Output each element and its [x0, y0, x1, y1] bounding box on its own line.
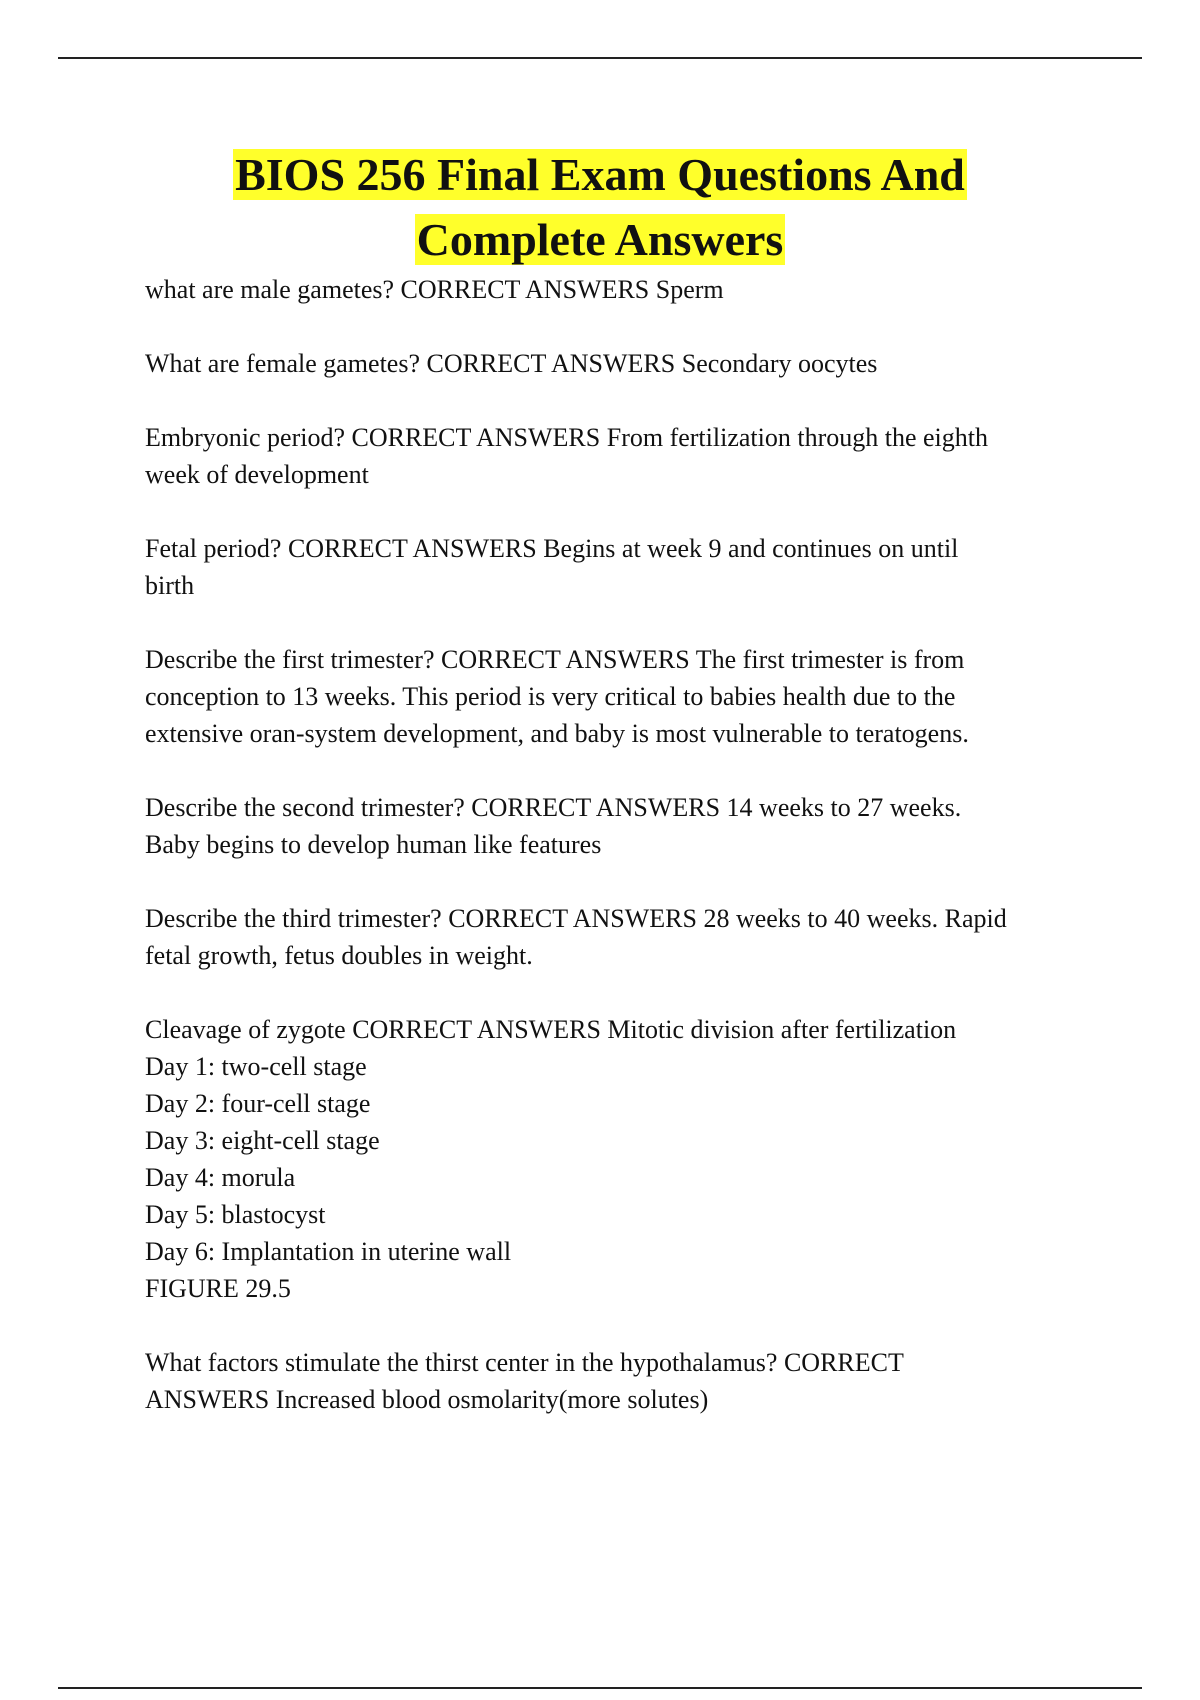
- qa-line: Day 5: blastocyst: [145, 1200, 326, 1229]
- qa-line: week of development: [145, 460, 369, 489]
- qa-line: Embryonic period? CORRECT ANSWERS From fertilization through the eighth: [145, 423, 988, 452]
- qa-item-cleavage-of-zygote: [145, 1011, 1145, 1307]
- qa-item-female-gametes: [145, 345, 1145, 382]
- qa-item-fetal-period: [145, 530, 1145, 604]
- qa-item-thirst-center: [145, 1344, 1145, 1418]
- qa-line: What factors stimulate the thirst center in the hypothalamus? CORRECT: [145, 1348, 904, 1377]
- qa-line: What are female gametes? CORRECT ANSWERS Secondary oocytes: [145, 349, 878, 378]
- qa-line: Day 6: Implantation in uterine wall: [145, 1237, 512, 1266]
- qa-line: ANSWERS Increased blood osmolarity(more solutes): [145, 1385, 709, 1414]
- qa-line: birth: [145, 571, 195, 600]
- qa-line: Baby begins to develop human like features: [145, 830, 602, 859]
- qa-line: fetal growth, fetus doubles in weight.: [145, 941, 533, 970]
- qa-line: Day 3: eight-cell stage: [145, 1126, 380, 1155]
- qa-list: [145, 271, 1145, 1455]
- title-line-1: BIOS 256 Final Exam Questions And: [235, 149, 965, 200]
- title-line-2: Complete Answers: [416, 214, 784, 265]
- qa-item-first-trimester: [145, 641, 1145, 752]
- qa-line: Describe the second trimester? CORRECT ANSWERS 14 weeks to 27 weeks.: [145, 793, 962, 822]
- qa-line: Describe the first trimester? CORRECT ANSWERS The first trimester is from: [145, 645, 965, 674]
- qa-line: Fetal period? CORRECT ANSWERS Begins at week 9 and continues on until: [145, 534, 959, 563]
- document-title: [0, 142, 1200, 272]
- qa-line: Cleavage of zygote CORRECT ANSWERS Mitotic division after fertilization: [145, 1015, 957, 1044]
- qa-item-male-gametes: [145, 271, 1145, 308]
- qa-line: Day 2: four-cell stage: [145, 1089, 371, 1118]
- qa-line: FIGURE 29.5: [145, 1274, 291, 1303]
- qa-line: Day 1: two-cell stage: [145, 1052, 367, 1081]
- qa-item-embryonic-period: [145, 419, 1145, 493]
- qa-line: Day 4: morula: [145, 1163, 296, 1192]
- qa-item-second-trimester: [145, 789, 1145, 863]
- qa-line: what are male gametes? CORRECT ANSWERS Sperm: [145, 275, 724, 304]
- qa-item-third-trimester: [145, 900, 1145, 974]
- top-rule: [58, 57, 1142, 59]
- qa-line: extensive oran-system development, and baby is most vulnerable to teratogens.: [145, 719, 969, 748]
- qa-line: Describe the third trimester? CORRECT ANSWERS 28 weeks to 40 weeks. Rapid: [145, 904, 1007, 933]
- bottom-rule: [58, 1687, 1142, 1689]
- qa-line: conception to 13 weeks. This period is very critical to babies health due to the: [145, 682, 956, 711]
